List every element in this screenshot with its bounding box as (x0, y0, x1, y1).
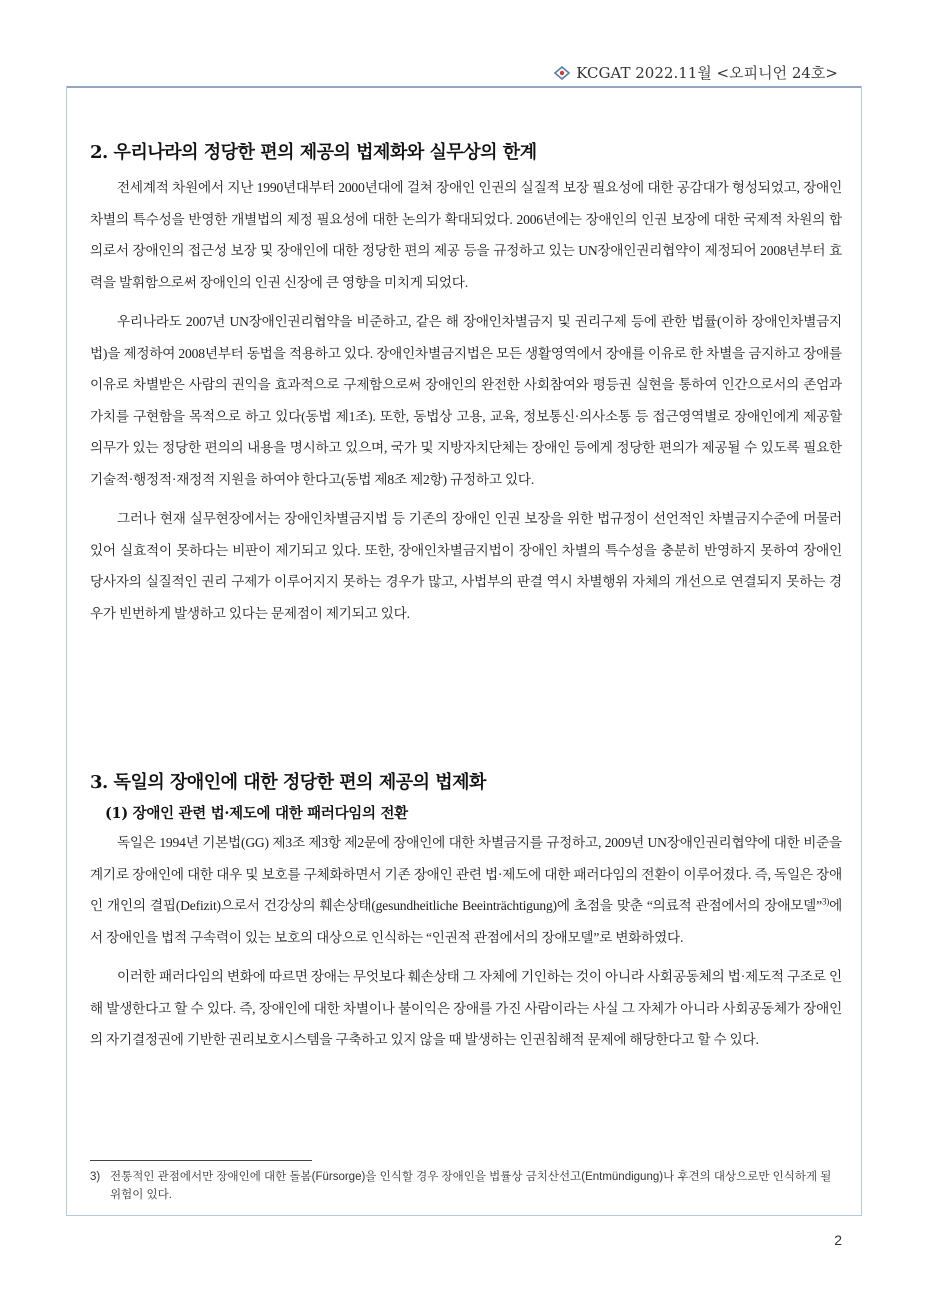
section-2-paragraph-1: 전세계적 차원에서 지난 1990년대부터 2000년대에 걸쳐 장애인 인권의 실질적 보장 필요성에 대한 공감대가 형성되었고, 장애인 차별의 특수성을 반영한 개별법의 제정 필요성에 대한 논의가 확대되었다. 2006년에는 장애인의 인권 보장에 대한 국제적 차원의 합의로서 장애인의 접근성 보장 및 장애인에 대한 정당한 편의 제공 등을 규정하고 있는 UN장애인권리협약이 제정되어 2008년부터 효력을 발휘함으로써 장애인의 인권 신장에 큰 영향을 미치게 되었다. (90, 180, 842, 290)
footnote-reference[interactable]: 3) (821, 896, 830, 907)
page-number: 2 (834, 1232, 842, 1248)
paragraph-text-before-ref: 독일은 1994년 기본법(GG) 제3조 제3항 제2문에 장애인에 대한 차별금지를 규정하고, 2009년 UN장애인권리협약에 대한 비준을 계기로 장애인에 대한 대우 및 보호를 구체화하면서 기존 장애인 관련 법·제도에 대한 패러다임의 전환이 이루어졌다. 즉, 독일은 장애인 개인의 결핍(Defizit)으로서 건강상의 훼손상태(gesundheitliche Beeinträchtigung)에 초점을 맞춘 “의료적 관점에서의 장애모델” (90, 835, 842, 913)
kcgat-logo-icon (554, 66, 570, 80)
subsection-1-title: (1) 장애인 관련 법·제도에 대한 패러다임의 전환 (105, 805, 408, 822)
footnote-number: 3) (90, 1171, 101, 1183)
paragraph-text-after-ref: 에서 장애인을 법적 구속력이 있는 보호의 대상으로 인식하는 “인권적 관점에서의 장애모델”로 변화하였다. (90, 898, 842, 945)
section-3-title: 3. 독일의 장애인에 대한 정당한 편의 제공의 법제화 (90, 772, 486, 793)
section-2-title: 2. 우리나라의 정당한 편의 제공의 법제화와 실무상의 한계 (90, 142, 537, 163)
section-2 (90, 138, 842, 637)
page-header (554, 62, 838, 83)
footnote-text: 전통적인 관점에서만 장애인에 대한 돌봄(Fürsorge)을 인식할 경우 장애인을 법률상 금치산선고(Entmündigung)나 후견의 대상으로만 인식하게 될 위험이 있다. (110, 1171, 832, 1201)
section-3 (90, 768, 842, 1064)
footnote (90, 1168, 842, 1204)
section-3-paragraph-2: 이러한 패러다임의 변화에 따르면 장애는 무엇보다 훼손상태 그 자체에 기인하는 것이 아니라 사회공동체의 법·제도적 구조로 인해 발생한다고 할 수 있다. 즉, 장애인에 대한 차별이나 불이익은 장애를 가진 사람이라는 사실 그 자체가 아니라 사회공동체가 장애인의 자기결정권에 기반한 권리보호시스템을 구축하고 있지 않을 때 발생하는 인권침해적 문제에 해당한다고 할 수 있다. (90, 969, 842, 1047)
header-text: KCGAT 2022.11월 <오피니언 24호> (576, 64, 838, 82)
section-3-paragraph-1 (90, 827, 842, 953)
section-2-paragraph-2: 우리나라도 2007년 UN장애인권리협약을 비준하고, 같은 해 장애인차별금지 및 권리구제 등에 관한 법률(이하 장애인차별금지법)을 제정하여 2008년부터 동법을 적용하고 있다. 장애인차별금지법은 모든 생활영역에서 장애를 이유로 한 차별을 금지하고 장애를 이유로 차별받은 사람의 권익을 효과적으로 구제함으로써 장애인의 완전한 사회참여와 평등권 실현을 통하여 인간으로서의 존엄과 가치를 구현함을 목적으로 하고 있다(동법 제1조). 또한, 동법상 고용, 교육, 정보통신·의사소통 등 접근영역별로 장애인에게 제공할 의무가 있는 정당한 편의의 내용을 명시하고 있으며, 국가 및 지방자치단체는 장애인 등에게 정당한 편의가 제공될 수 있도록 필요한 기술적·행정적·재정적 지원을 하여야 한다고(동법 제8조 제2항) 규정하고 있다. (90, 314, 842, 487)
footnote-divider (90, 1160, 312, 1161)
section-2-paragraph-3: 그러나 현재 실무현장에서는 장애인차별금지법 등 기존의 장애인 인권 보장을 위한 법규정이 선언적인 차별금지수준에 머물러 있어 실효적이 못하다는 비판이 제기되고 있다. 또한, 장애인차별금지법이 장애인 차별의 특수성을 충분히 반영하지 못하여 장애인 당사자의 실질적인 권리 구제가 이루어지지 못하는 경우가 많고, 사법부의 판결 역시 차별행위 자체의 개선으로 연결되지 못하는 경우가 빈번하게 발생하고 있다는 문제점이 제기되고 있다. (90, 511, 842, 621)
